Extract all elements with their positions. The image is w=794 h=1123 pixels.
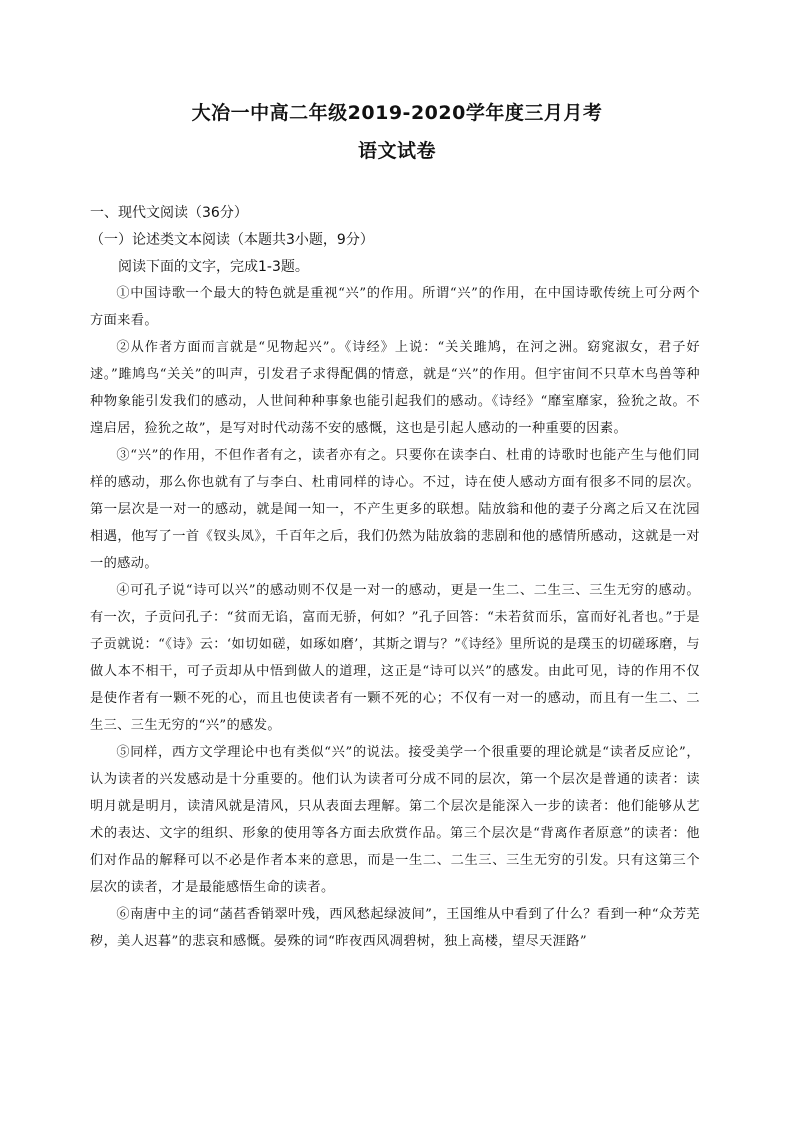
- paragraph-1: ①中国诗歌一个最大的特色就是重视“兴”的作用。所谓“兴”的作用，在中国诗歌传统上可分两个方面来看。: [90, 286, 700, 328]
- exam-title: 大冶一中高二年级2019-2020学年度三月月考: [191, 102, 603, 124]
- paragraph-5: ⑤同样，西方文学理论中也有类似“兴”的说法。接受美学一个很重要的理论就是“读者反应论”，认为读者的兴发感动是十分重要的。他们认为读者可分成不同的层次，第一个层次是普通的读者：读明月就是明月，读清风就是清风，只从表面去理解。第二个层次是能深入一步的读者：他们能够从艺术的表达、文字的组织、形象的使用等各方面去欣赏作品。第三个层次是“背离作者原意”的读者：他们对作品的解释可以不必是作者本来的意思，而是一生二、二生三、三生无穷的引发。只有这第三个层次的读者，才是最能感悟生命的读者。: [90, 745, 700, 895]
- reading-instruction: 阅读下面的文字，完成1-3题。: [118, 259, 309, 275]
- paragraph-2: ②从作者方面而言就是“见物起兴”。《诗经》上说：“关关雎鸠，在河之洲。窈窕淑女，君子好逑。”雎鸠鸟“关关”的叫声，引发君子求得配偶的情意，就是“兴”的作用。但宇宙间不只草木鸟兽等种种物象能引发我们的感动，人世间种种事象也能引起我们的感动。《诗经》“靡室靡家，猃狁之故。不遑启居，猃狁之故”，是写对时代动荡不安的感慨，这也是引起人感动的一种重要的因素。: [90, 340, 700, 436]
- passage-body: [90, 280, 700, 955]
- exam-subtitle: 语文试卷: [357, 140, 436, 162]
- paragraph-6: ⑥南唐中主的词“菡萏香销翠叶残，西风愁起绿波间”，王国维从中看到了什么？看到一种“众芳芜秽，美人迟暮”的悲哀和感慨。晏殊的词“昨夜西风凋碧树，独上高楼，望尽天涯路”: [90, 907, 700, 949]
- paragraph-4: ④可孔子说“诗可以兴”的感动则不仅是一对一的感动，更是一生二、二生三、三生无穷的感动。有一次，子贡问孔子：“贫而无谄，富而无骄，何如？”孔子回答：“未若贫而乐，富而好礼者也。”于是子贡就说：“《诗》云：‘如切如磋，如琢如磨’，其斯之谓与？”《诗经》里所说的是璞玉的切磋琢磨，与做人本不相干，可子贡却从中悟到做人的道理，这正是“诗可以兴”的感发。由此可见，诗的作用不仅是使作者有一颗不死的心，而且也使读者有一颗不死的心；不仅有一对一的感动，而且有一生二、二生三、三生无穷的“兴”的感发。: [90, 583, 700, 733]
- section-heading: 一、现代文阅读（36分）: [90, 205, 248, 221]
- paragraph-3: ③“兴”的作用，不但作者有之，读者亦有之。只要你在读李白、杜甫的诗歌时也能产生与他们同样的感动，那么你也就有了与李白、杜甫同样的诗心。不过，诗在使人感动方面有很多不同的层次。第一层次是一对一的感动，就是闻一知一，不产生更多的联想。陆放翁和他的妻子分离之后又在沈园相遇，他写了一首《钗头凤》，千百年之后，我们仍然为陆放翁的悲剧和他的感情所感动，这就是一对一的感动。: [90, 448, 700, 571]
- subsection-heading: （一）论述类文本阅读（本题共3小题，9分）: [90, 232, 374, 248]
